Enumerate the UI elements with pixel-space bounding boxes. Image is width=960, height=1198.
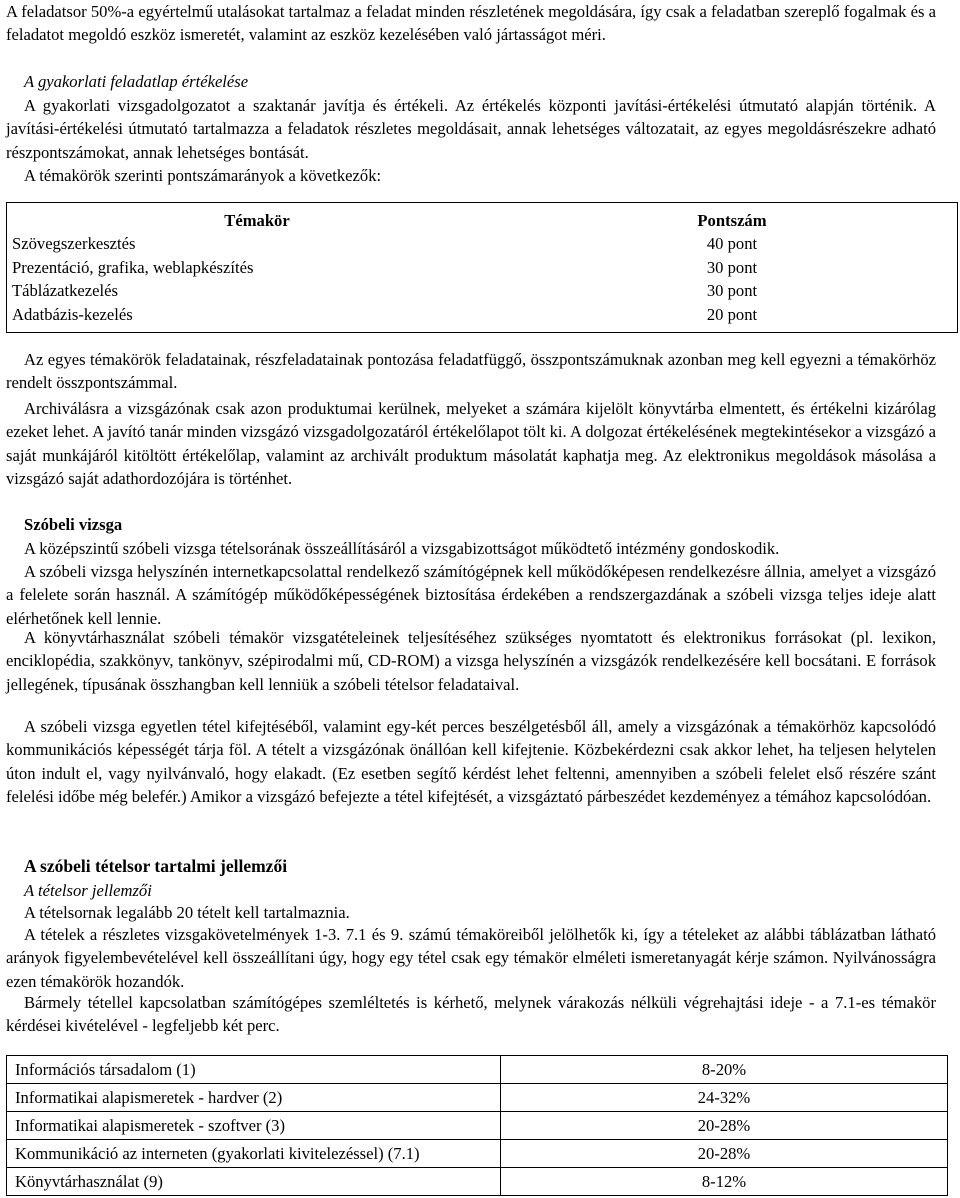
oral-paragraph-4: A szóbeli vizsga egyetlen tétel kifejtéséből, valamint egy-két perces beszélgetésből áll, amely a vizsgázónak a témakörhöz kapcsolódó kommunikációs képességét tárja föl. A tételt a vizsgázónak önállóan kell kifejtenie. Közbekérdezni csak akkor lehet, ha teljesen helytelen úton indult el, vagy nyilvánvaló, hogy elakadt. (Ez esetben segítő kérdést lehet feltenni, amennyiben a szóbeli felelet első részére szánt felelési időbe még belefér.) Amikor a vizsgázó befejezte a tétel kifejtését, a vizsgáztató párbeszédet kezdeményez a témához kapcsolódóan. bbox=[6, 717, 936, 807]
ratio-topic-cell: Informatikai alapismeretek - hardver (2) bbox=[7, 1084, 501, 1112]
oral-paragraph-1: A középszintű szóbeli vizsga tételsorának összeállításáról a vizsgabizottságot működtető intézmény gondoskodik. bbox=[24, 539, 780, 558]
header-topic: Témakör bbox=[224, 211, 290, 230]
table-row bbox=[7, 232, 958, 255]
score-table bbox=[6, 202, 958, 333]
ratio-topic-cell: Kommunikáció az interneten (gyakorlati kivitelezéssel) (7.1) bbox=[7, 1140, 501, 1168]
table-row bbox=[7, 256, 958, 279]
ratio-value-cell: 20-28% bbox=[501, 1140, 948, 1168]
intro-paragraph: A feladatsor 50%-a egyértelmű utalásokat tartalmaz a feladat minden részletének megoldására, így csak a feladatban szereplő fogalmak és a feladatot megoldó eszköz ismeretét, valamint az eszköz kezelésében való jártasságot méri. bbox=[6, 2, 936, 45]
points-cell: 30 pont bbox=[706, 281, 758, 301]
ratio-topic-cell: Informatikai alapismeretek - szoftver (3) bbox=[7, 1112, 501, 1140]
score-ratio-intro: A témakörök szerinti pontszámarányok a következők: bbox=[24, 166, 382, 185]
table-row bbox=[7, 1084, 948, 1112]
content-paragraph-1: A tételsornak legalább 20 tételt kell tartalmaznia. bbox=[24, 903, 350, 922]
archiving-paragraph: Archiválásra a vizsgázónak csak azon produktumai kerülnek, melyeket a számára kijelölt könyvtárba elmentett, és értékelni kizárólag ezeket lehet. A javító tanár minden vizsgázó vizsgadolgozatáról értékelőlapot tölt ki. A dolgozat értékelésének megtekintésekor a vizsgázó a saját munkájáról kitöltött értékelőlap, valamint az archivált produktum másolatát kaphatja meg. Az elektronikus megoldások másolása a vizsgázó saját adathordozójára is történhet. bbox=[6, 399, 936, 489]
oral-paragraph-3: A könyvtárhasználat szóbeli témakör vizsgatételeinek teljesítéséhez szükséges nyomtatott és elektronikus forrásokat (pl. lexikon, enciklopédia, szakkönyv, tankönyv, szépirodalmi mű, CD-ROM) a vizsga helyszínén a vizsgázók rendelkezésére kell bocsátani. E források jellegének, típusának összhangban kell lenniük a szóbeli tételsor feladataival. bbox=[6, 628, 936, 694]
topic-cell: Prezentáció, grafika, weblapkészítés bbox=[12, 257, 254, 277]
scoring-paragraph: Az egyes témakörök feladatainak, részfeladatainak pontozása feladatfüggő, összpontszámuknak azonban meg kell egyezni a témakörhöz rendelt összpontszámmal. bbox=[6, 350, 936, 393]
ratio-value-cell: 20-28% bbox=[501, 1112, 948, 1140]
topic-cell: Adatbázis-kezelés bbox=[12, 304, 133, 324]
points-cell: 30 pont bbox=[706, 257, 758, 277]
table-row bbox=[7, 1140, 948, 1168]
table-row bbox=[7, 1056, 948, 1084]
topic-cell: Szövegszerkesztés bbox=[12, 234, 136, 254]
ratio-value-cell: 8-20% bbox=[501, 1056, 948, 1084]
table-row bbox=[7, 1168, 948, 1196]
content-subheading: A tételsor jellemzői bbox=[24, 881, 152, 900]
practical-evaluation-paragraph: A gyakorlati vizsgadolgozatot a szaktanár javítja és értékeli. Az értékelés központi javítási-értékelési útmutató alapján történik. A javítási-értékelési útmutató tartalmazza a feladatok részletes megoldásait, annak lehetséges változatait, az egyes megoldásrészekre adható részpontszámokat, annak lehetséges bontását. bbox=[6, 96, 936, 162]
header-points: Pontszám bbox=[697, 211, 767, 230]
ratio-table bbox=[6, 1055, 948, 1196]
table-row bbox=[7, 303, 958, 333]
ratio-topic-cell: Információs társadalom (1) bbox=[7, 1056, 501, 1084]
practical-evaluation-subheading: A gyakorlati feladatlap értékelése bbox=[24, 72, 249, 91]
score-table-header bbox=[7, 203, 958, 233]
oral-paragraph-2: A szóbeli vizsga helyszínén internetkapcsolattal rendelkező számítógépnek kell működőképesen rendelkezésre állnia, amelyet a vizsgázó a felelete során használ. A számítógép működőképességének biztosítása érdekében a rendszergazdának a szóbeli vizsga teljes ideje alatt elérhetőnek kell lennie. bbox=[6, 562, 936, 628]
table-row bbox=[7, 1112, 948, 1140]
topic-cell: Táblázatkezelés bbox=[12, 281, 118, 301]
points-cell: 40 pont bbox=[706, 234, 758, 254]
ratio-value-cell: 24-32% bbox=[501, 1084, 948, 1112]
table-row bbox=[7, 279, 958, 302]
ratio-topic-cell: Könyvtárhasználat (9) bbox=[7, 1168, 501, 1196]
content-paragraph-2: A tételek a részletes vizsgakövetelmények 1-3. 7.1 és 9. számú témaköreiből jelölhetők ki, így a tételeket az alábbi táblázatban látható arányok figyelembevételével kell összeállítani úgy, hogy egy tétel csak egy témakör elméleti ismeretanyagát kérje számon. Nyilvánosságra ezen témakörök hozandók. bbox=[6, 925, 936, 991]
content-heading: A szóbeli tételsor tartalmi jellemzői bbox=[24, 856, 288, 876]
oral-exam-heading: Szóbeli vizsga bbox=[24, 515, 123, 534]
content-paragraph-3: Bármely tétellel kapcsolatban számítógépes szemléltetés is kérhető, melynek várakozás nélküli végrehajtási ideje - a 7.1-es témakör kérdései kivételével - legfeljebb két perc. bbox=[6, 993, 936, 1036]
ratio-value-cell: 8-12% bbox=[501, 1168, 948, 1196]
points-cell: 20 pont bbox=[706, 304, 758, 324]
